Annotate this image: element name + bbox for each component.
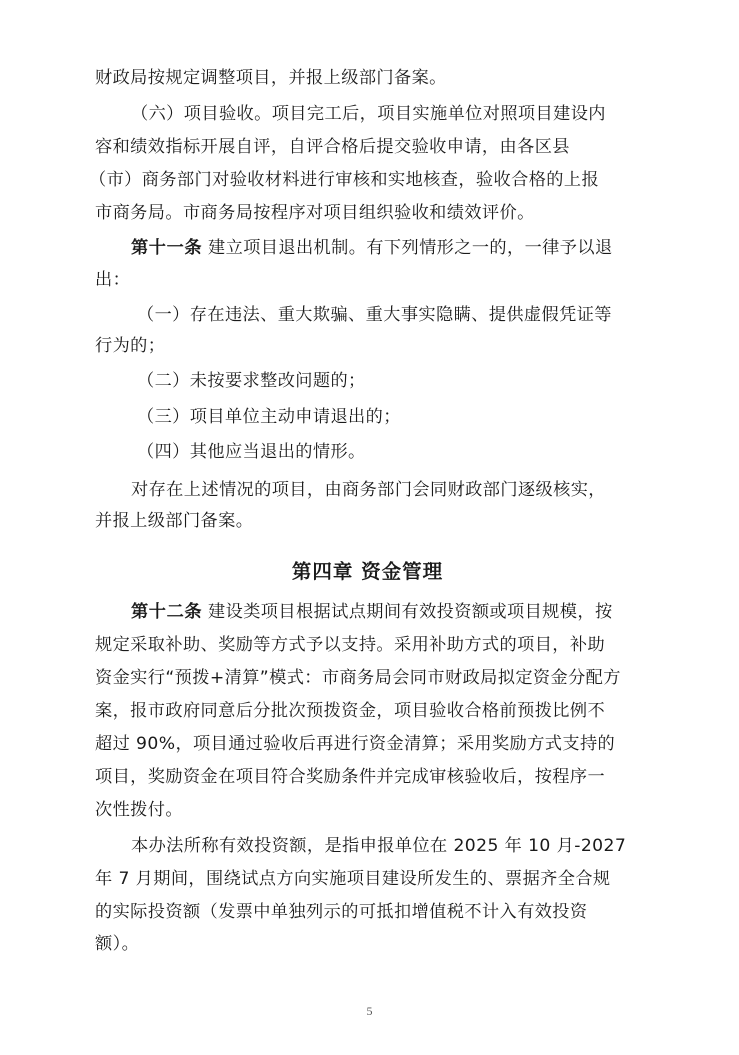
list-item: （四）其他应当退出的情形。 [137, 442, 366, 462]
article-11-line [131, 236, 613, 260]
paragraph-line: 财政局按规定调整项目，并报上级部门备案。 [95, 68, 447, 88]
paragraph-line: 超过 90%，项目通过验收后再进行资金清算；采用奖励方式支持的 [95, 734, 616, 754]
paragraph-line: 规定采取补助、奖励等方式予以支持。采用补助方式的项目，补助 [95, 635, 606, 655]
list-item: （二）未按要求整改问题的； [137, 371, 366, 391]
article-12-line [131, 600, 613, 624]
article-11-text: 建立项目退出机制。有下列情形之一的，一律予以退 [202, 238, 613, 258]
paragraph-line: 容和绩效指标开展自评，自评合格后提交验收申请，由各区县 [95, 137, 570, 157]
paragraph-line: 本办法所称有效投资额，是指申报单位在 2025 年 10 月-2027 [131, 836, 627, 856]
article-12-label: 第十二条 [131, 602, 203, 622]
paragraph-line: 次性拨付。 [95, 800, 183, 820]
paragraph-line: （六）项目验收。项目完工后，项目实施单位对照项目建设内 [131, 104, 606, 124]
list-item: （一）存在违法、重大欺骗、重大事实隐瞒、提供虚假凭证等 [137, 305, 612, 325]
paragraph-line: 年 7 月期间，围绕试点方向实施项目建设所发生的、票据齐全合规 [95, 869, 611, 889]
paragraph-line: 对存在上述情况的项目，由商务部门会同财政部门逐级核实， [131, 480, 606, 500]
chapter-title: 第四章 资金管理 [291, 560, 444, 583]
paragraph-line: 出： [95, 270, 131, 290]
paragraph-line: 的实际投资额（发票中单独列示的可抵扣增值税不计入有效投资 [95, 902, 588, 922]
paragraph-line: 并报上级部门备案。 [95, 511, 254, 531]
paragraph-line: 项目，奖励资金在项目符合奖励条件并完成审核验收后，按程序一 [95, 767, 606, 787]
list-item-continuation: 行为的； [95, 336, 166, 356]
paragraph-line: 市商务局。市商务局按程序对项目组织验收和绩效评价。 [95, 203, 535, 223]
paragraph-line: （市）商务部门对验收材料进行审核和实地核查，验收合格的上报 [89, 170, 600, 190]
paragraph-line: 资金实行“预拨+清算”模式：市商务局会同市财政局拟定资金分配方 [95, 668, 621, 688]
paragraph-line: 案，报市政府同意后分批次预拨资金，项目验收合格前预拨比例不 [95, 701, 606, 721]
article-11-label: 第十一条 [131, 238, 203, 258]
list-item: （三）项目单位主动申请退出的； [137, 407, 401, 427]
article-12-text: 建设类项目根据试点期间有效投资额或项目规模，按 [202, 602, 613, 622]
page-number: 5 [366, 1004, 373, 1018]
paragraph-line: 额）。 [95, 934, 140, 954]
